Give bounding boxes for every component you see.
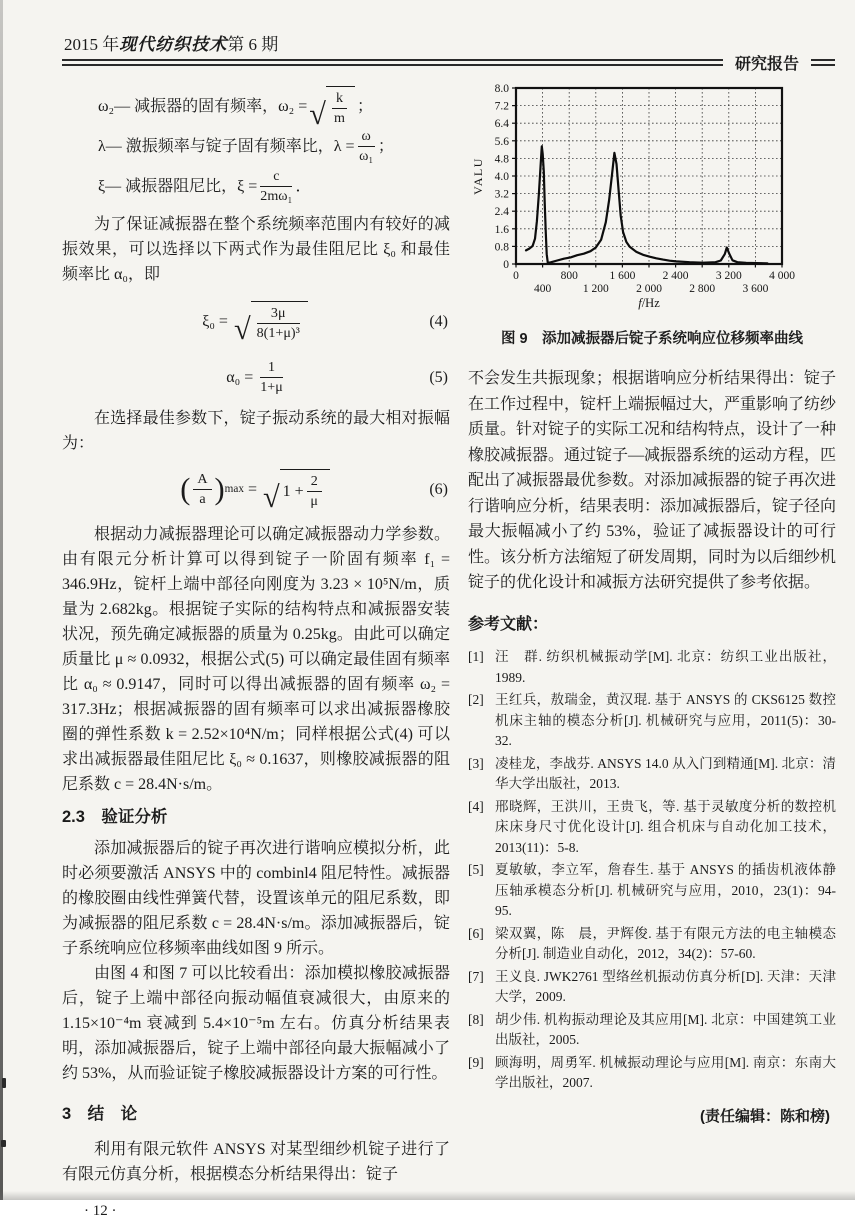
definition-text: λ— 激振频率与锭子固有频率比，λ = — [98, 137, 355, 155]
equation-6 — [62, 463, 450, 515]
y-tick-label: 5.6 — [494, 135, 509, 148]
x-tick-label: 3 600 — [742, 283, 769, 295]
paragraph: 在选择最佳参数下，锭子振动系统的最大相对振幅为： — [62, 410, 450, 452]
journal-issue: 第 6 期 — [227, 35, 279, 54]
x-tick-label: 0 — [513, 270, 519, 282]
fraction-denominator: 1+μ — [260, 378, 283, 395]
fraction-numerator: 1 — [260, 359, 283, 377]
definition-text: ξ— 减振器阻尼比，ξ = — [98, 177, 258, 195]
paragraph: 根据动力减振器理论可以确定减振器动力学参数。由有限元分析计算可以得到锭子一阶固有频率 f₁ = 346.9Hz，锭杆上端中部径向刚度为 3.23 × 10⁵N/m，质量为 2.682kg。根据锭子实际的结构特点和减振器安装状况，预先确定减振器的质量为 0.25kg。由此可以确定质量比 μ ≈ 0.0932，根据公式(5) 可以确定最佳固有频率比 α₀ ≈ 0.9147，同时可以得出减振器的固有频率 ω₂ = 317.3Hz；根据减振器的固有频率可以求出减振器橡胶圈的弹性系数 k = 2.52×10⁴N/m；同样根据公式(4) 可以求出减振器最佳阻尼比 ξ₀ ≈ 0.1637，则橡胶减振器的阻尼系数 c = 28.4N·s/m。 — [62, 526, 450, 793]
fraction-denominator: ω₁ — [359, 147, 374, 164]
definition-omega2 — [62, 86, 450, 132]
figure9 — [468, 80, 836, 352]
editor-note: (责任编辑：陈和榜) — [700, 1107, 830, 1125]
reference-item — [468, 1053, 836, 1094]
scan-edge-artifact — [0, 0, 3, 1200]
reference-item — [468, 797, 836, 859]
fraction — [358, 128, 375, 163]
equation-number: (4) — [429, 312, 448, 330]
reference-text: 顾海明，周勇军. 机械振动理论与应用[M]. 南京：东南大学出版社，2007. — [495, 1054, 836, 1090]
fraction — [260, 168, 292, 203]
scan-speck — [2, 1078, 6, 1088]
fraction-denominator: μ — [310, 492, 318, 509]
reference-text: 汪 群. 纺织机械振动学[M]. 北京：纺织工业出版社，1989. — [495, 649, 836, 685]
figure9-svg — [468, 80, 836, 316]
fraction-numerator: A — [193, 471, 211, 489]
definition-xi — [62, 166, 450, 206]
fraction-denominator: 2mω₁ — [260, 187, 293, 204]
x-tick-label: 2 800 — [689, 283, 716, 295]
x-tick-label: 800 — [560, 270, 578, 282]
reference-item — [468, 860, 836, 922]
sqrt-expression — [262, 469, 330, 515]
fraction-denominator: a — [199, 490, 206, 507]
journal-header — [64, 30, 278, 55]
radical-sign: √ — [262, 480, 280, 515]
x-tick-label: 2 000 — [636, 283, 662, 295]
heading-2-3: 2.3 验证分析 — [62, 808, 168, 826]
x-axis-label: f/Hz — [638, 296, 660, 310]
reference-text: 胡少伟. 机构振动理论及其应用[M]. 北京：中国建筑工业出版社，2005. — [495, 1011, 836, 1047]
left-column — [62, 86, 450, 1224]
x-tick-label: 2 400 — [662, 270, 689, 282]
open-paren: ( — [180, 471, 191, 506]
y-tick-label: 8.0 — [494, 83, 509, 95]
journal-year: 2015 年 — [64, 35, 120, 54]
reference-marker: [8] — [468, 1011, 484, 1027]
sqrt-expression — [309, 86, 355, 132]
reference-item — [468, 690, 836, 752]
equation-5 — [62, 355, 450, 399]
y-tick-label: 6.4 — [494, 118, 509, 131]
equation-lhs: ξ₀ = — [202, 312, 228, 330]
x-tick-label: 1 600 — [609, 270, 636, 282]
fraction-numerator: 3μ — [257, 305, 300, 323]
reference-item — [468, 647, 836, 688]
y-tick-label: 3.2 — [494, 188, 509, 201]
x-tick-label: 1 200 — [582, 283, 609, 295]
sqrt-expression — [233, 301, 308, 347]
y-tick-label: 4.8 — [494, 153, 509, 166]
fraction-numerator: k — [332, 90, 347, 108]
journal-name: 现代纺织技术 — [119, 35, 228, 54]
close-paren: ) — [214, 471, 225, 506]
reference-item — [468, 1010, 836, 1051]
radical-sign: √ — [309, 97, 326, 132]
paragraph: 不会发生共振现象；根据谐响应分析结果得出：锭子在工作过程中，锭杆上端振幅过大，严重影响了纺纱质量。针对锭子的实际工况和结构特点，设计了一种橡胶减振器。通过锭子—减振器系统的运动方程，匹配出了减振器最优参数。对添加减振器的锭子再次进行谐响应分析，结果表明：添加减振器后，锭子径向最大振幅减小了约 53%，验证了减振器设计的可行性。该分析方法缩短了研发周期，同时为以后细纱机锭子的优化设计和减振方法研究提供了参考依据。 — [468, 370, 837, 591]
reference-marker: [6] — [468, 925, 484, 941]
reference-text: 夏敏敏，李立军，詹春生. 基于 ANSYS 的插齿机液体静压轴承模态分析[J]. 机械研究与应用，2010，23(1)：94-95. — [495, 862, 836, 918]
fraction-denominator: 8(1+μ)³ — [256, 324, 300, 341]
definition-lambda — [62, 126, 450, 166]
fraction-denominator: m — [333, 109, 345, 126]
reference-text: 凌桂龙，李战芬. ANSYS 14.0 从入门到精通[M]. 北京：清华大学出版社，2013. — [495, 755, 836, 791]
reference-text: 梁双翼，陈 晨，尹辉俊. 基于有限元方法的电主轴模态分析[J]. 制造业自动化，2012，34(2)：57-60. — [495, 925, 836, 961]
reference-marker: [2] — [468, 692, 484, 707]
y-axis-label: VALU — [471, 157, 485, 195]
reference-marker: [7] — [468, 968, 484, 984]
y-tick-label: 4.0 — [494, 171, 509, 183]
radicand-text: 1 + — [282, 482, 304, 500]
reference-marker: [4] — [468, 798, 484, 814]
header-rule — [62, 59, 835, 66]
reference-text: 王红兵，敖瑞金，黄汉琨. 基于 ANSYS 的 CKS6125 数控机床主轴的模态分析[J]. 机械研究与应用，2011(5)：30-32. — [495, 692, 836, 748]
definition-text: ω₂— 减振器的固有频率，ω₂ = — [98, 97, 308, 115]
equation-lhs: α₀ = — [226, 368, 254, 386]
paragraph: 为了保证减振器在整个系统频率范围内有较好的减振效果，可以选择以下两式作为最佳阻尼比 ξ₀ 和最佳频率比 α₀，即 — [62, 216, 450, 283]
y-tick-label: 2.4 — [494, 206, 509, 219]
paragraph: 利用有限元软件 ANSYS 对某型细纱机锭子进行了有限元仿真分析，根据模态分析结果得出：锭子 — [62, 1141, 450, 1183]
reference-item — [468, 924, 836, 965]
reference-marker: [1] — [468, 649, 484, 664]
page-number: · 12 · — [84, 1203, 117, 1219]
x-tick-label: 400 — [533, 283, 552, 295]
paragraph: 添加减振器后的锭子再次进行谐响应模拟分析，此时必须要激活 ANSYS 中的 combinl4 阻尼特性。减振器的橡胶圈由线性弹簧代替，设置该单元的阻尼系数，即为减振器的阻尼系数 c = 28.4N·s/m。添加减振器后，锭子系统响应位移频率曲线如图 9 所示。 — [62, 840, 450, 957]
reference-item — [468, 754, 836, 795]
reference-marker: [5] — [468, 862, 484, 877]
reference-marker: [9] — [468, 1054, 484, 1070]
fraction-numerator: ω — [358, 128, 375, 146]
scan-speck — [1, 1140, 6, 1147]
y-tick-label: 1.6 — [494, 223, 509, 236]
reference-item — [468, 967, 836, 1008]
definition-punct: ； — [356, 97, 373, 115]
section-label: 研究报告 — [723, 49, 811, 76]
reference-text: 邢晓辉，王洪川，王贵飞，等. 基于灵敏度分析的数控机床床身尺寸优化设计[J]. 组合机床与自动化加工技术，2013(11)：5-8. — [495, 798, 836, 855]
y-tick-label: 7.2 — [494, 100, 509, 113]
fraction — [260, 359, 283, 394]
definition-punct: ． — [295, 177, 312, 195]
y-tick-label: 0 — [503, 259, 509, 271]
reference-text: 王义良. JWK2761 型络丝机振动仿真分析[D]. 天津：天津大学，2009. — [495, 968, 836, 1004]
equation-number: (5) — [429, 368, 448, 386]
definition-punct: ； — [377, 137, 394, 155]
paragraph: 由图 4 和图 7 可以比较看出：添加模拟橡胶减振器后，锭子上端中部径向振动幅值衰减很大，由原来的 1.15×10⁻⁴m 衰减到 5.4×10⁻⁵m 左右。仿真分析结果表明，添加减振器后，锭子上端中部径向最大振幅减小了约 53%，从而验证锭子橡胶减振器设计方案的可行性。 — [62, 965, 450, 1082]
figure9-caption: 图 9 添加减振器后锭子系统响应位移频率曲线 — [500, 330, 804, 347]
equation-4 — [62, 294, 450, 348]
y-tick-label: 0.8 — [494, 241, 509, 254]
fraction-numerator: c — [260, 168, 292, 186]
response-curve — [526, 146, 767, 263]
equals-sign: = — [247, 480, 257, 498]
equation-number: (6) — [429, 480, 448, 498]
references-heading: 参考文献： — [468, 615, 549, 633]
reference-marker: [3] — [468, 755, 484, 771]
fraction — [193, 471, 211, 506]
radical-sign: √ — [233, 312, 251, 347]
subscript-max: max — [224, 482, 244, 495]
right-column — [468, 80, 836, 1129]
x-tick-label: 3 200 — [715, 270, 742, 282]
fraction-numerator: 2 — [307, 473, 322, 491]
heading-3: 3 结 论 — [62, 1105, 138, 1123]
x-tick-label: 4 000 — [769, 270, 795, 282]
